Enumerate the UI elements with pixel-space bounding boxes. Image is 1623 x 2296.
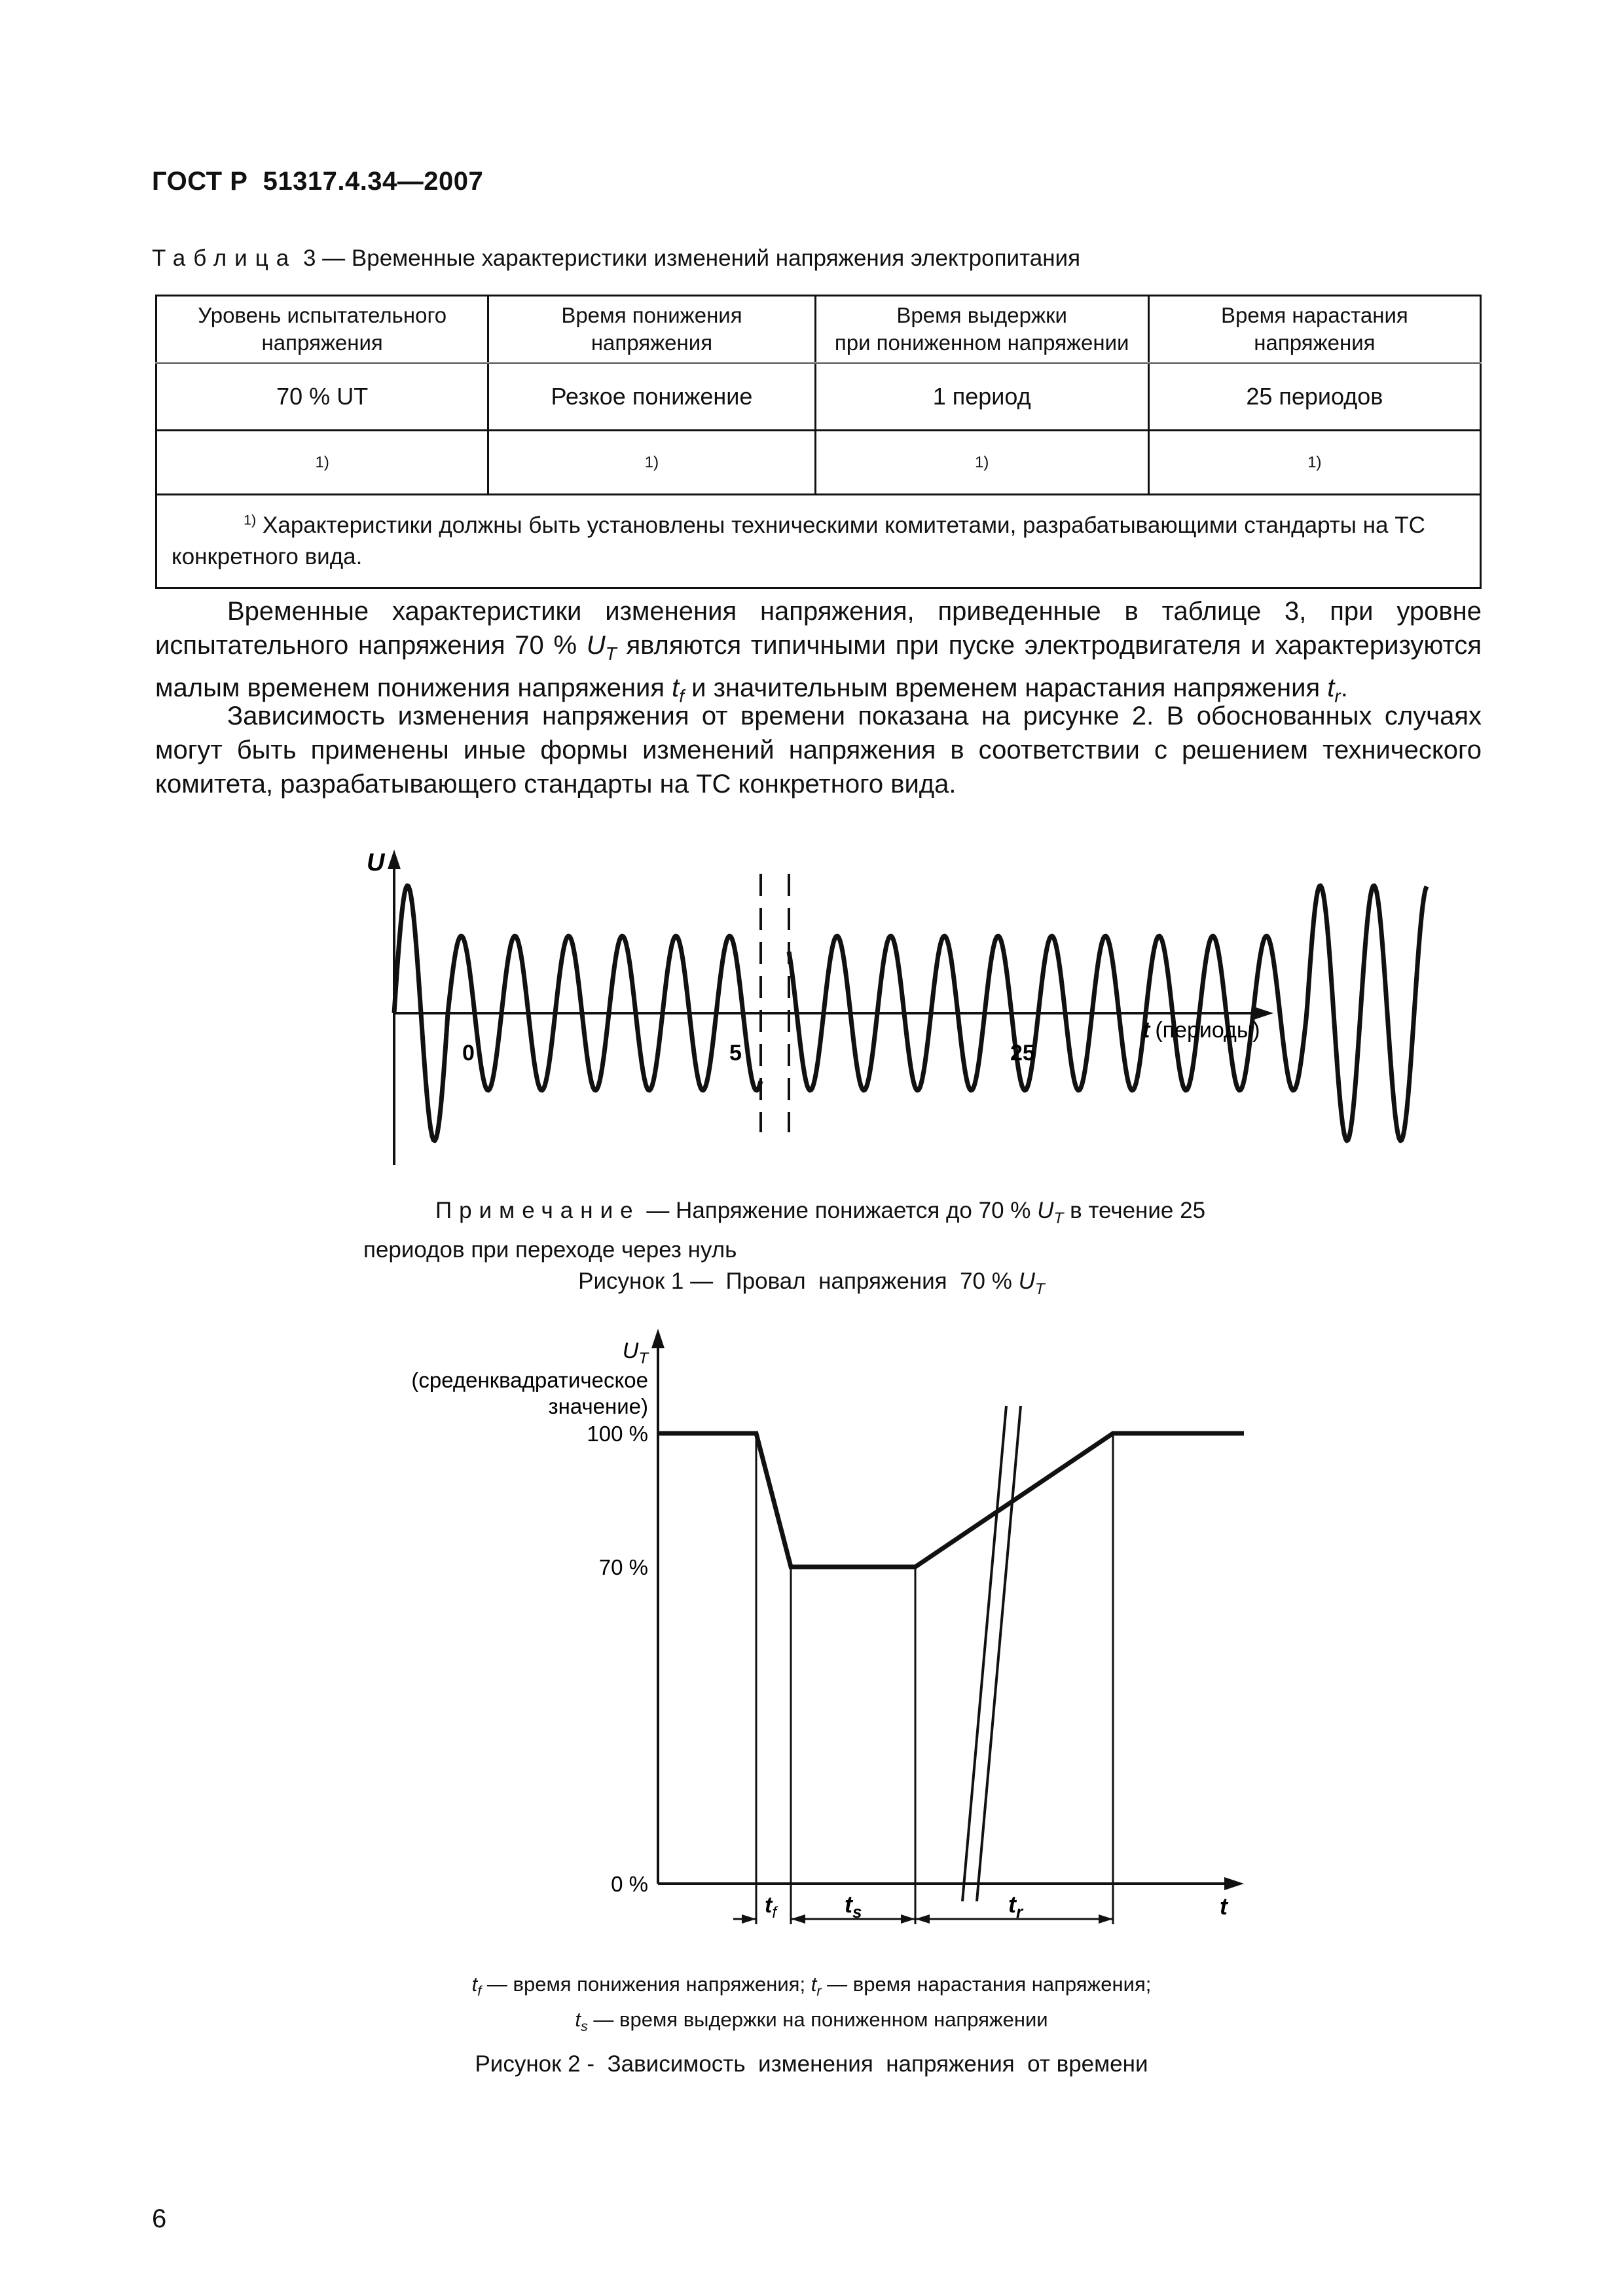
figure-2-tr-label: $t_r$ — [1008, 1891, 1023, 1922]
figure-1-x-label: t (периоды) — [1142, 1018, 1260, 1043]
table-cell: 1 период — [815, 363, 1148, 431]
figure-1-tick-25: 25 — [1010, 1041, 1035, 1066]
page-number: 6 — [152, 2204, 167, 2233]
table-header-cell: Время понижения напряжения — [488, 296, 815, 363]
table-cell: 70 % UT — [156, 363, 488, 431]
table-footnote — [156, 495, 1481, 588]
table-caption — [152, 245, 1080, 272]
figure-2-voltage-vs-time — [0, 1322, 1623, 1950]
figure-2-arrowhead — [1099, 1914, 1113, 1924]
figure-2-legend — [0, 1970, 1623, 2041]
table-cell: 1) — [1148, 431, 1480, 495]
figure-2-arrowhead — [915, 1914, 930, 1924]
figure-2-caption: Рисунок 2 - Зависимость изменения напряжения от времени — [475, 2051, 1148, 2077]
figure-2-x-label: t — [1220, 1893, 1228, 1920]
figure-2-voltage-trace — [658, 1433, 1244, 1567]
table-header-cell: Уровень испытательного напряжения — [156, 296, 488, 363]
figure-2-legend-line2: $t_s$ — время выдержки на пониженном напряжении — [575, 2008, 1048, 2035]
figure-2-tf-label: $t_f$ — [765, 1893, 776, 1922]
figure-2-legend-line1: $t_f$ — время понижения напряжения; $t_r$ — время нарастания напряжения; — [471, 1973, 1152, 2000]
table-cell: 1) — [815, 431, 1148, 495]
figure-1-tick-0: 0 — [462, 1041, 475, 1066]
table-header-cell: Время выдержки при пониженном напряжении — [815, 296, 1148, 363]
figure-1-y-label: U — [367, 849, 385, 876]
table-header-cell: Время нарастания напряжения — [1148, 296, 1480, 363]
table-cell: 1) — [156, 431, 488, 495]
figure-2-tick-70: 70 % — [598, 1555, 648, 1579]
figure-2-y-label: $U_T$ — [622, 1338, 648, 1367]
figure-1-y-arrow — [388, 850, 401, 869]
footnote-text: Характеристики должны быть установлены техническими комитетами, разрабатывающими стандарты на ТС конкретного вида. — [172, 512, 1425, 569]
table-caption-text: 3 — Временные характеристики изменений напряжения электропитания — [302, 245, 1081, 271]
document-header: ГОСТ Р 51317.4.34—2007 — [152, 167, 484, 196]
figure-2-tick-100: 100 % — [587, 1422, 648, 1446]
figure-1-note: Примечание — Напряжение понижается до 70 % $U_T$ в течение 25 периодов при переходе через нуль — [363, 1198, 1206, 1263]
table-footnote-row — [156, 495, 1481, 588]
table-3 — [155, 295, 1482, 589]
figure-2-y-arrow — [651, 1329, 665, 1348]
figure-2-y-label-line1: (среденквадратическое — [411, 1368, 648, 1392]
body-paragraph-2: Зависимость изменения напряжения от времени показана на рисунке 2. В обоснованных случаях могут быть применены иные формы изменений напряжения в соответствии с решением технического комитета, разрабатывающего стандарты на ТС конкретного вида. — [155, 702, 1482, 798]
table-cell: 25 периодов — [1148, 363, 1480, 431]
figure-2-y-label-line2: значение) — [548, 1394, 648, 1418]
figure-2-x-arrow — [1224, 1877, 1244, 1890]
figure-2-tick-0: 0 % — [611, 1872, 648, 1896]
figure-2-arrowhead — [742, 1914, 756, 1924]
figure-1-caption: Рисунок 1 — Провал напряжения 70 % $U_T$ — [578, 1268, 1045, 1298]
figure-2-ts-label: $t_s$ — [845, 1891, 862, 1922]
table-header-row — [156, 296, 1481, 363]
table-row — [156, 431, 1481, 495]
table-caption-label: Таблица — [152, 245, 297, 271]
figure-2-arrowhead — [901, 1914, 915, 1924]
figure-1-tick-5: 5 — [729, 1041, 742, 1066]
table-cell: 1) — [488, 431, 815, 495]
footnote-mark: 1) — [244, 511, 257, 528]
figure-1-voltage-dip-plot — [0, 818, 1623, 1185]
table-row — [156, 363, 1481, 431]
table-cell: Резкое понижение — [488, 363, 815, 431]
body-paragraph-1: Временные характеристики изменения напряжения, приведенные в таблице 3, при уровне испытательного напряжения 70 % $U_T$ являются типичными при пуске электродвигателя и характеризуются малым временем понижения напряжения $t_f$ и значительным временем нарастания напряжения $t_r$. — [155, 597, 1482, 706]
